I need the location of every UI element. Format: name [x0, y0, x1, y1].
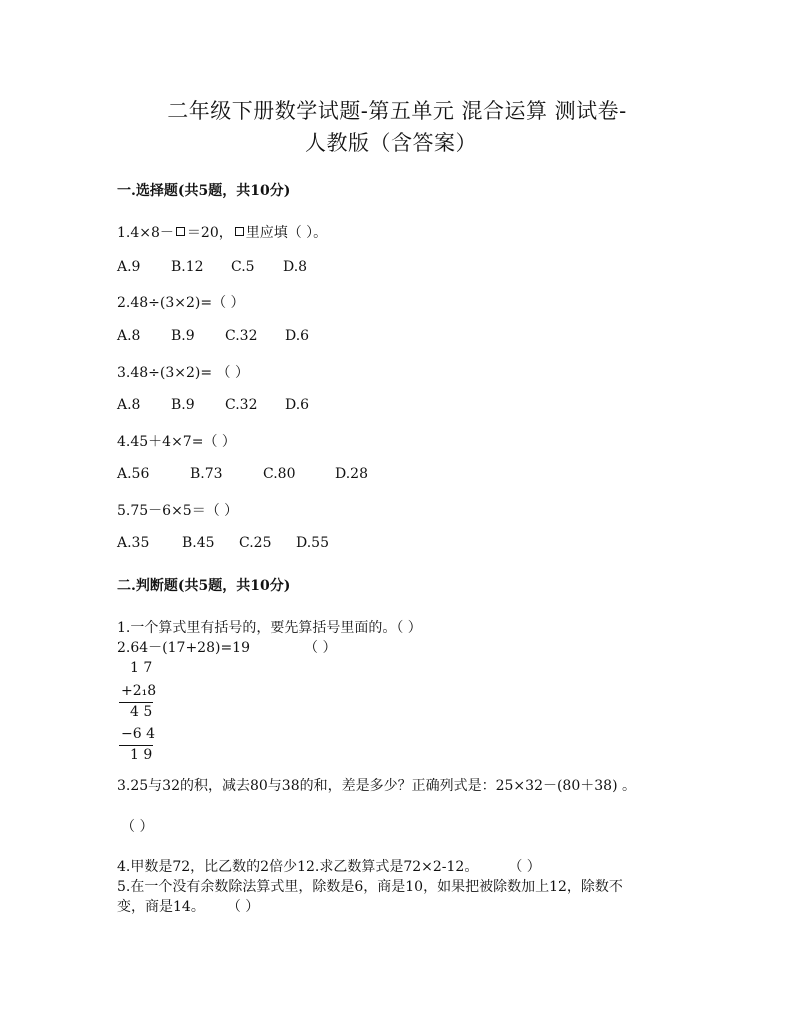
judge-q5-text: 变，商是14。 [117, 899, 205, 915]
option-d: D.6 [285, 397, 310, 413]
section-1-heading: 一.选择题(共5题，共10分) [117, 183, 291, 199]
option-d: D.8 [283, 259, 308, 275]
judge-question-5-line-2 [117, 896, 259, 916]
judge-question-1: 1.一个算式里有括号的，要先算括号里面的。（ ） [117, 620, 422, 636]
option-c: C.25 [239, 535, 272, 551]
title-line-1: 二年级下册数学试题-第五单元 混合运算 测试卷- [167, 99, 627, 123]
question-1-2-options [117, 328, 309, 344]
option-a: A.35 [117, 535, 150, 551]
judge-q3-paren: （ ） [121, 819, 154, 835]
option-c: C.5 [231, 259, 255, 275]
vertical-calc-row-5: 1 9 [130, 747, 153, 763]
option-b: B.9 [171, 397, 195, 413]
option-b: B.12 [171, 259, 204, 275]
question-1-4: 4.45＋4×7=（ ） [117, 434, 236, 450]
option-c: C.80 [263, 466, 296, 482]
option-d: D.6 [285, 328, 310, 344]
question-1-5-options [117, 535, 329, 551]
question-1-1 [117, 222, 327, 242]
judge-q4-paren: （ ） [508, 859, 541, 875]
judge-q5-paren: （ ） [226, 899, 260, 915]
q1-text-mid: ＝20， [186, 225, 233, 241]
q1-text-before: 1.4×8－ [117, 225, 174, 241]
vertical-calc-row-4: −6 4 [121, 726, 155, 742]
vertical-calc-row-2: +2₁8 [121, 683, 157, 699]
judge-q2-paren: （ ） [304, 640, 337, 656]
option-d: D.28 [335, 466, 368, 482]
judge-q4-text: 4.甲数是72，比乙数的2倍少12.求乙数算式是72×2-12。 [117, 859, 479, 875]
option-b: B.73 [190, 466, 223, 482]
vertical-calc-line-2 [119, 745, 153, 746]
judge-q2-text: 2.64－(17+28)=19 [117, 640, 250, 656]
blank-box-icon [176, 227, 185, 236]
option-a: A.9 [117, 259, 141, 275]
question-1-3: 3.48÷(3×2)= （ ） [117, 365, 250, 381]
judge-question-4 [117, 856, 541, 876]
option-d: D.55 [296, 535, 329, 551]
q1-text-after: 里应填（ ）。 [245, 225, 328, 241]
vertical-calc-line-1 [119, 702, 153, 703]
option-a: A.56 [117, 466, 150, 482]
question-1-5: 5.75－6×5＝（ ） [117, 503, 239, 519]
option-b: B.9 [171, 328, 195, 344]
title-line-2: 人教版（含答案） [305, 131, 477, 155]
vertical-calc-row-3: 4 5 [130, 704, 153, 720]
option-c: C.32 [225, 328, 258, 344]
blank-box-icon [235, 227, 244, 236]
section-2-heading: 二.判断题(共5题，共10分) [117, 578, 291, 594]
question-1-2: 2.48÷(3×2)=（ ） [117, 295, 245, 311]
option-a: A.8 [117, 397, 141, 413]
judge-question-2 [117, 637, 336, 657]
question-1-1-options [117, 259, 307, 275]
option-c: C.32 [225, 397, 258, 413]
vertical-calc-row-1: 1 7 [130, 660, 153, 676]
option-a: A.8 [117, 328, 141, 344]
judge-question-5-line-1: 5.在一个没有余数除法算式里，除数是6，商是10，如果把被除数加上12，除数不 [117, 879, 623, 895]
question-1-3-options [117, 397, 309, 413]
option-b: B.45 [182, 535, 215, 551]
question-1-4-options [117, 466, 368, 482]
judge-question-3: 3.25与32的积，减去80与38的和，差是多少？正确列式是：25×32－(80＋38) 。 [117, 778, 636, 794]
